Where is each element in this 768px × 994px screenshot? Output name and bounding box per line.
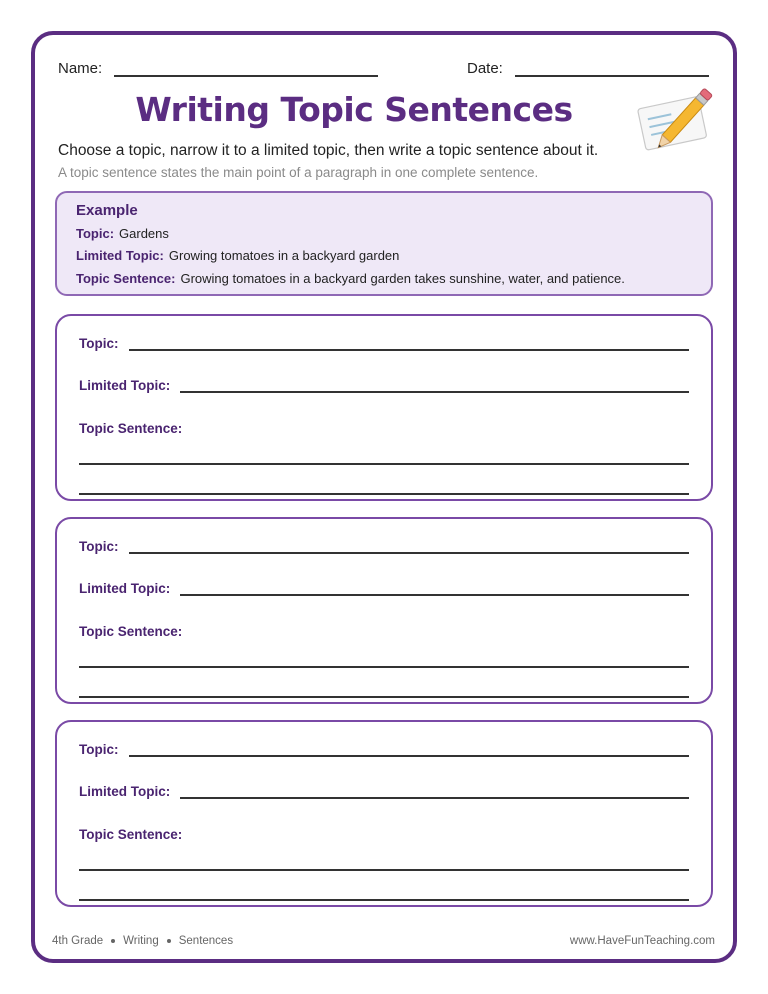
topic-sentence-line-1[interactable] — [79, 463, 689, 465]
date-input-line[interactable] — [515, 61, 709, 77]
example-limited-value: Growing tomatoes in a backyard garden — [168, 248, 400, 263]
topic-label: Topic: — [79, 742, 119, 757]
topic-sentence-label: Topic Sentence: — [79, 827, 183, 842]
example-limited-topic — [76, 248, 399, 263]
date-field-row — [467, 60, 709, 77]
example-topic — [76, 226, 169, 241]
example-topic-value: Gardens — [119, 226, 169, 241]
topic-input-line[interactable] — [129, 540, 690, 554]
limited-topic-label: Limited Topic: — [79, 378, 171, 393]
entry-box — [55, 720, 713, 907]
example-heading: Example — [76, 202, 138, 219]
topic-sentence-row — [79, 421, 689, 436]
topic-row — [79, 742, 689, 757]
page-title: Writing Topic Sentences — [135, 90, 573, 129]
example-topic-label: Topic: — [76, 226, 115, 241]
entry-box — [55, 517, 713, 704]
pencil-and-paper-icon — [634, 82, 724, 154]
limited-topic-input-line[interactable] — [180, 785, 689, 799]
bullet-dot-icon — [167, 939, 171, 943]
name-input-line[interactable] — [114, 61, 378, 77]
limited-topic-row — [79, 784, 689, 799]
footer-tag-subject: Writing — [123, 935, 159, 947]
example-sentence-label: Topic Sentence: — [76, 271, 176, 286]
entry-box — [55, 314, 713, 501]
topic-input-line[interactable] — [129, 337, 690, 351]
instructions-subtext: A topic sentence states the main point of a paragraph in one complete sentence. — [58, 165, 539, 180]
bullet-dot-icon — [111, 939, 115, 943]
topic-row — [79, 539, 689, 554]
topic-label: Topic: — [79, 336, 119, 351]
topic-sentence-line-1[interactable] — [79, 869, 689, 871]
example-box — [55, 191, 713, 296]
limited-topic-label: Limited Topic: — [79, 784, 171, 799]
topic-sentence-line-2[interactable] — [79, 696, 689, 698]
topic-sentence-line-2[interactable] — [79, 899, 689, 901]
name-field-row — [58, 60, 378, 77]
footer-website: www.HaveFunTeaching.com — [569, 935, 715, 947]
date-label: Date: — [467, 60, 503, 77]
topic-sentence-line-1[interactable] — [79, 666, 689, 668]
footer-tag-topic: Sentences — [178, 935, 234, 947]
limited-topic-input-line[interactable] — [180, 379, 689, 393]
topic-sentence-row — [79, 624, 689, 639]
topic-sentence-label: Topic Sentence: — [79, 624, 183, 639]
topic-label: Topic: — [79, 539, 119, 554]
example-limited-label: Limited Topic: — [76, 248, 164, 263]
footer-tag-grade: 4th Grade — [52, 935, 104, 947]
limited-topic-row — [79, 378, 689, 393]
topic-row — [79, 336, 689, 351]
topic-sentence-line-2[interactable] — [79, 493, 689, 495]
topic-input-line[interactable] — [129, 743, 690, 757]
limited-topic-label: Limited Topic: — [79, 581, 171, 596]
limited-topic-input-line[interactable] — [180, 582, 689, 596]
topic-sentence-label: Topic Sentence: — [79, 421, 183, 436]
topic-sentence-row — [79, 827, 689, 842]
limited-topic-row — [79, 581, 689, 596]
name-label: Name: — [58, 60, 103, 77]
instructions-text: Choose a topic, narrow it to a limited topic, then write a topic sentence about it. — [58, 142, 599, 159]
example-topic-sentence — [76, 271, 625, 286]
footer-tags — [52, 935, 233, 947]
example-sentence-value: Growing tomatoes in a backyard garden takes sunshine, water, and patience. — [180, 271, 625, 286]
